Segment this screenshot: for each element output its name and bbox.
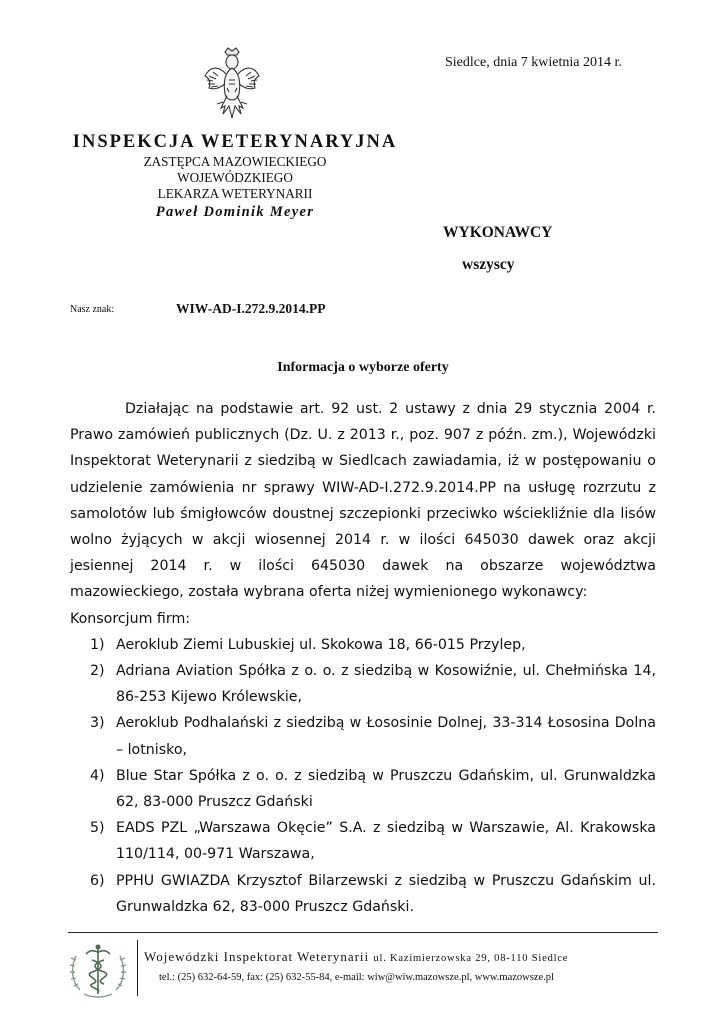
list-item: [70, 658, 656, 710]
place-date: Siedlce, dnia 7 kwietnia 2014 r.: [445, 55, 622, 70]
list-item: [70, 763, 656, 815]
body-paragraph: Działając na podstawie art. 92 ust. 2 ustawy z dnia 29 stycznia 2004 r. Prawo zamówień publicznych (Dz. U. z 2013 r., poz. 907 z późn. zm.), Wojewódzki Inspektorat Weterynarii z siedzibą w Siedlcach zawiadamia, iż w postępowaniu o udzielenie zamówienia nr sprawy WIW-AD-I.272.9.2014.PP na usługę rozrzutu z samolotów lub śmigłowców doustnej szczepionki przeciwko wściekliźnie dla lisów wolno żyjących w akcji wiosennej 2014 r. w ilości 645030 dawek oraz akcji jesiennej 2014 r. w ilości 645030 dawek na obszarze województwa mazowieckiego, została wybrana oferta niżej wymienionego wykonawcy:: [70, 401, 656, 601]
reference-label: Nasz znak:: [70, 304, 115, 315]
caduceus-logo-icon: [66, 938, 130, 1002]
eagle-emblem-icon: [203, 46, 261, 126]
consortium-label: Konsorcjum firm:: [70, 610, 191, 627]
list-item-number: 6): [90, 872, 105, 889]
list-item-text: Adriana Aviation Spółka z o. o. z siedzibą w Kosowiźnie, ul. Chełmińska 14, 86-253 Kijewo Królewskie,: [116, 663, 656, 706]
list-item-text: Aeroklub Podhalański z siedzibą w Łososinie Dolnej, 33-314 Łososina Dolna – lotnisko,: [116, 715, 656, 758]
list-item-number: 1): [90, 636, 105, 653]
list-item: [70, 632, 656, 658]
list-item-number: 3): [90, 715, 105, 732]
list-item: [70, 868, 656, 920]
list-item-text: Aeroklub Ziemi Lubuskiej ul. Skokowa 18, 66-015 Przylep,: [116, 636, 526, 653]
list-item-text: EADS PZL „Warszawa Okęcie” S.A. z siedzibą w Warszawie, Al. Krakowska 110/114, 00-971 Warszawa,: [116, 820, 656, 863]
list-item: [70, 815, 656, 867]
list-item-number: 2): [90, 663, 105, 680]
list-item-number: 4): [90, 767, 105, 784]
org-line: ZASTĘPCA MAZOWIECKIEGO: [143, 154, 327, 169]
org-line: WOJEWÓDZKIEGO: [177, 170, 293, 185]
list-item-number: 5): [90, 820, 105, 837]
list-item-text: PPHU GWIAZDA Krzysztof Bilarzewski z siedzibą w Pruszczu Gdańskim ul. Grunwaldzka 62, 83-000 Pruszcz Gdański.: [116, 872, 656, 915]
footer-org-name: Wojewódzki Inspektorat Weterynarii: [144, 949, 370, 964]
letter-subject: Informacja o wyborze oferty: [277, 360, 449, 375]
org-line: LEKARZA WETERYNARII: [157, 186, 313, 201]
footer-divider-line: [68, 932, 658, 933]
recipient-subtitle: wszyscy: [462, 256, 515, 273]
firm-list: [70, 632, 656, 920]
letter-body: [70, 396, 656, 920]
list-item-text: Blue Star Spółka z o. o. z siedzibą w Pruszczu Gdańskim, ul. Grunwaldzka 62, 83-000 Pruszcz Gdański: [116, 767, 656, 811]
footer-vertical-divider: [137, 940, 138, 996]
reference-number: WIW-AD-I.272.9.2014.PP: [176, 301, 326, 316]
footer-organization: [144, 949, 568, 965]
org-subtitle: [70, 154, 400, 202]
recipient-title: WYKONAWCY: [443, 224, 553, 241]
org-title: INSPEKCJA WETERYNARYJNA: [72, 132, 398, 152]
footer-address: ul. Kazimierzowska 29, 08-110 Siedlce: [373, 953, 569, 964]
footer-contact: tel.: (25) 632-64-59, fax: (25) 632-55-84, e-mail: wiw@wiw.mazowsze.pl, www.mazowsze.pl: [159, 972, 554, 983]
list-item: [70, 710, 656, 762]
signatory-name: Paweł Dominik Meyer: [155, 204, 315, 220]
